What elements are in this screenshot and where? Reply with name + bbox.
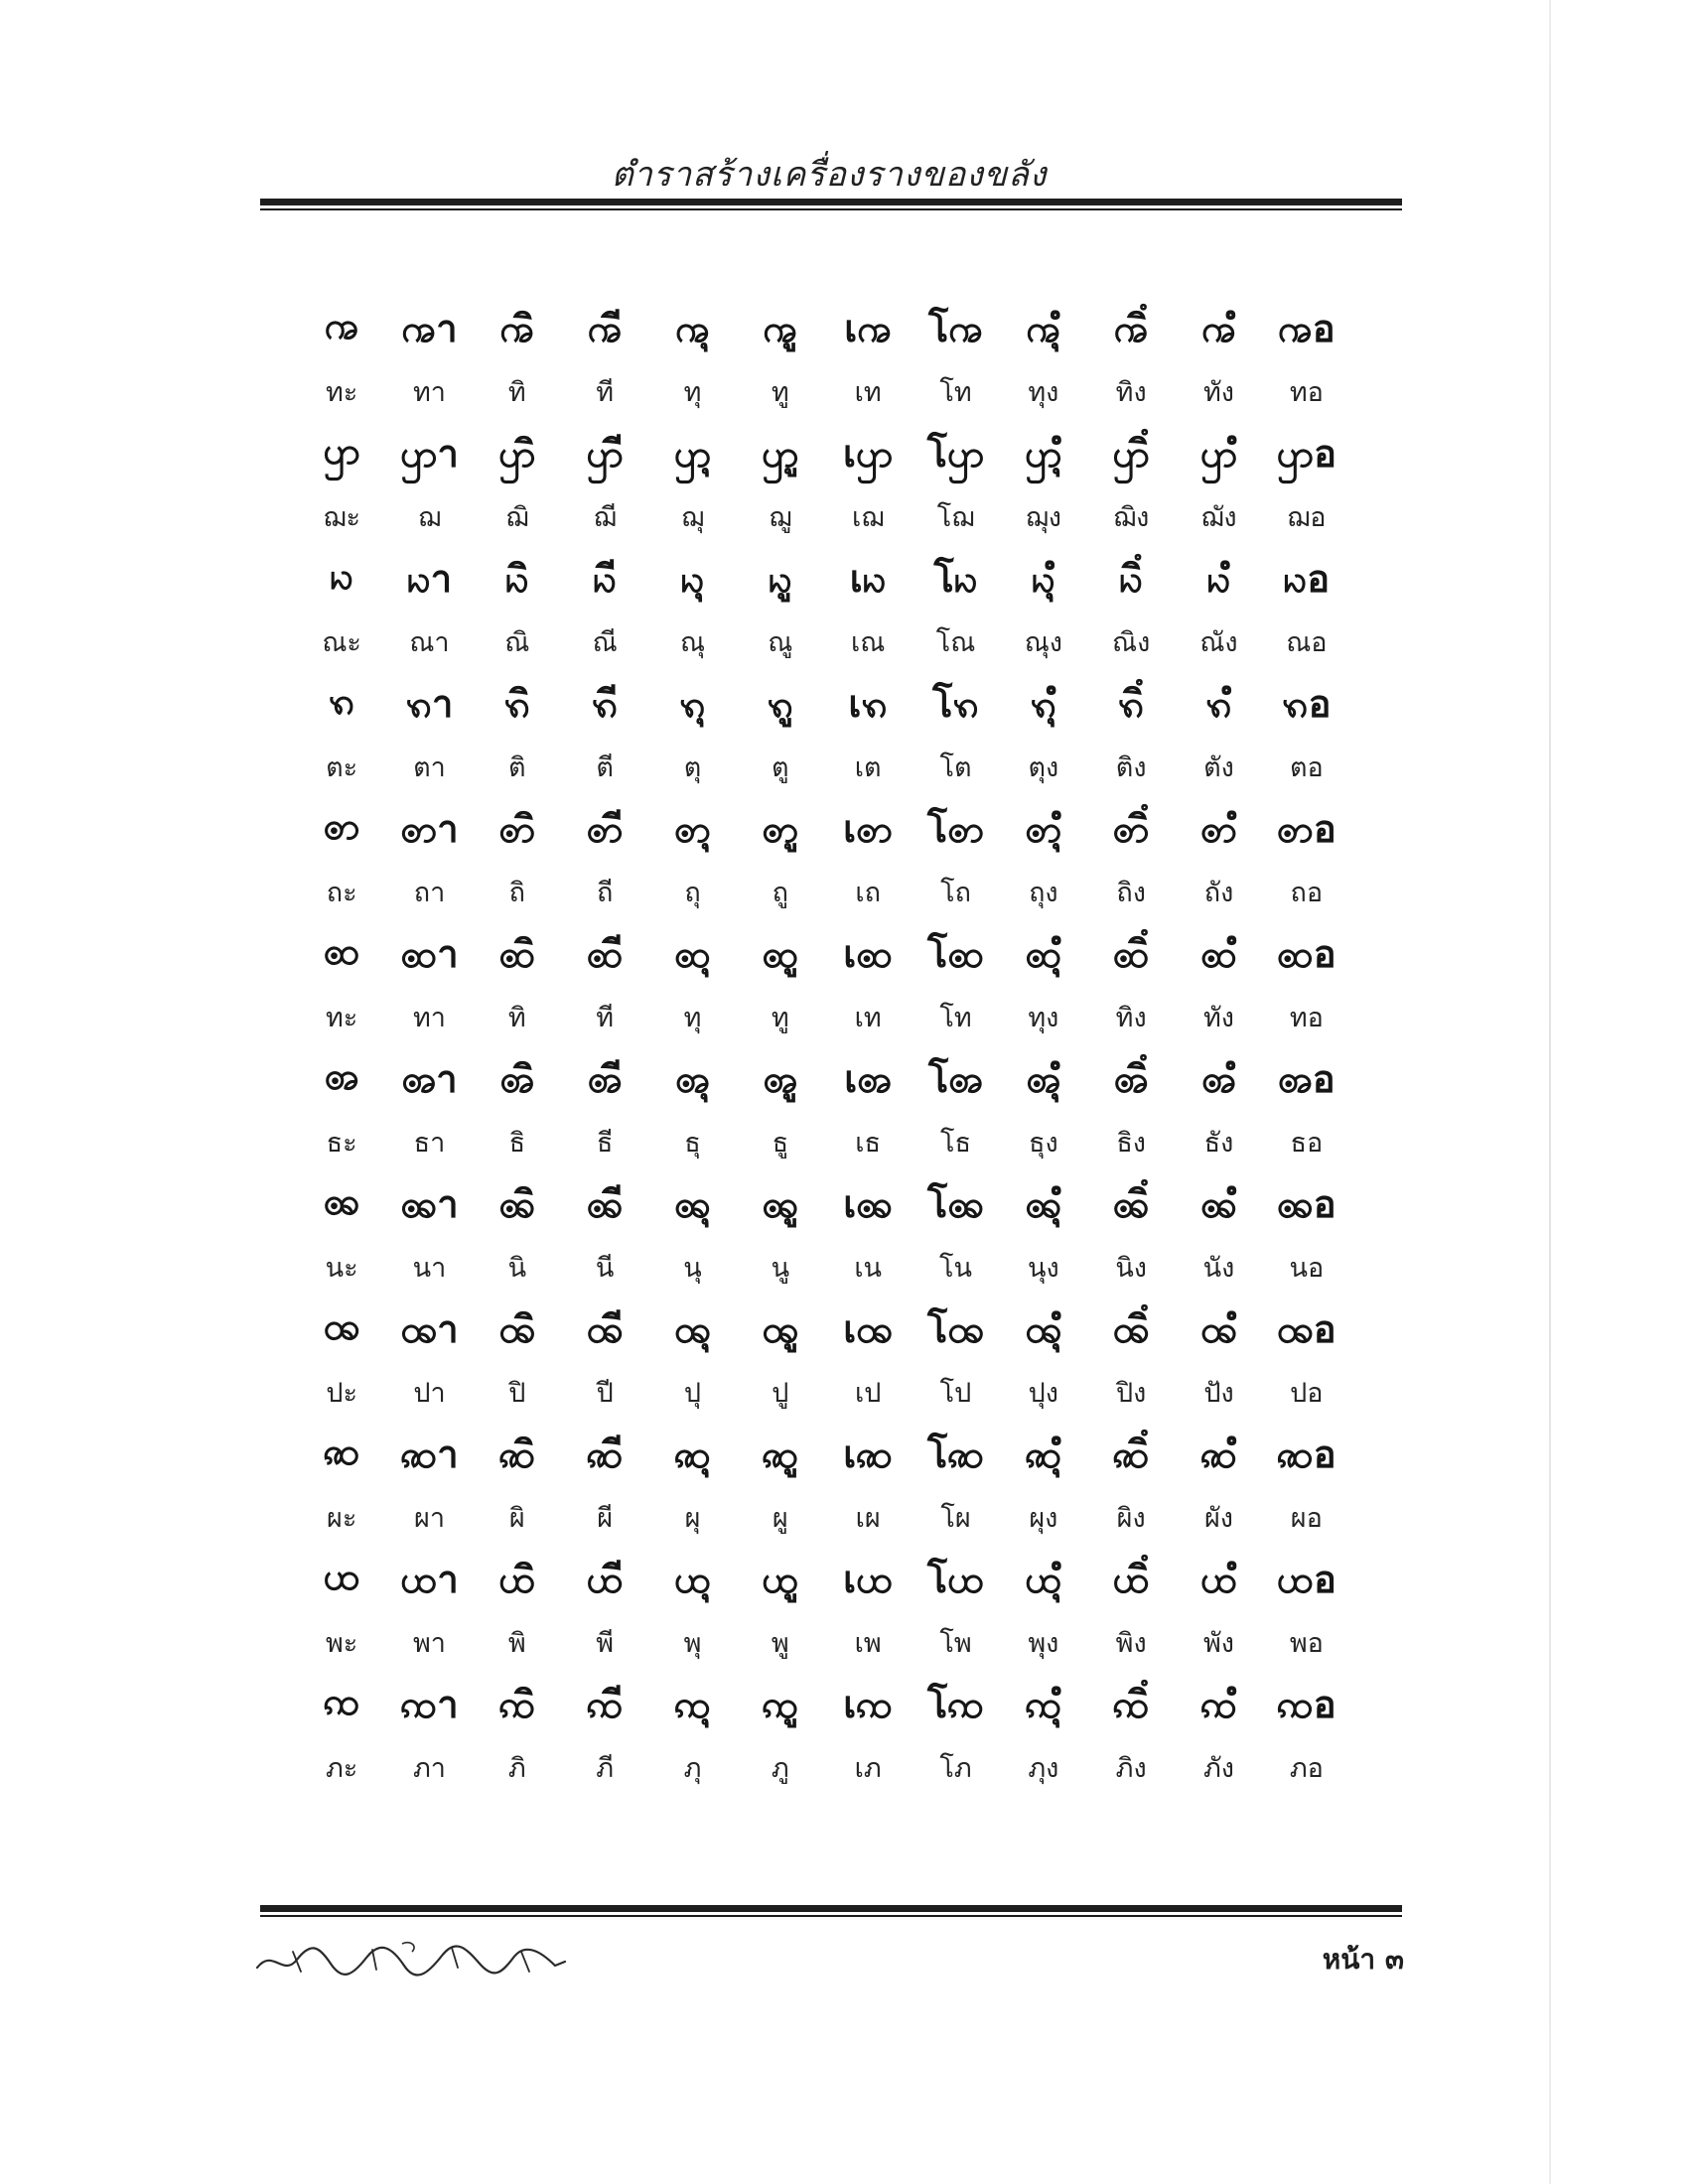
script-glyph-cell: ꩫิํ [1117,681,1145,726]
script-glyph-cell: ꩧ [323,927,360,973]
thai-reading-cell: ถู [772,878,788,908]
script-glyph-cell: ꩧา [400,931,459,976]
script-glyph-cell: ꩤู [762,1557,799,1601]
thai-reading-cell: ตู [772,752,789,783]
thai-reading-cell: พิ [507,1628,526,1659]
thai-reading-cell: ทิ [507,377,526,408]
script-glyph-cell: ꩢุํ [1031,556,1055,601]
script-glyph-cell: ꩢิ [504,556,529,601]
script-glyph-cell: ꩩิํ [1112,1181,1150,1226]
thai-reading-cell: ตัง [1203,752,1234,783]
thai-reading-cell: ทู [771,1003,789,1033]
script-glyph-cell: ꩧิ [498,931,536,976]
thai-reading-cell: ณอ [1286,627,1328,658]
thai-reading-cell: เน [854,1253,882,1284]
script-glyph-cell: เꩠ [844,306,893,350]
script-glyph-cell: เꩪ [843,1306,894,1351]
thai-reading-cell: ผิง [1116,1503,1146,1534]
thai-reading-cell: นุ [683,1253,702,1284]
thai-reading-cell: ธี [596,1128,614,1159]
thai-reading-cell: ฌู [769,502,792,533]
script-glyph-cell: ꩣิํ [1112,1432,1150,1476]
script-glyph-cell: ꩢุ [680,556,705,601]
thai-reading-cell: ถอ [1290,878,1324,908]
thai-reading-cell: ณิง [1112,627,1151,658]
thai-reading-cell: ผี [597,1503,614,1534]
thai-reading-cell: ปุ [683,1378,702,1409]
script-glyph-cell: ꩡ [323,1678,360,1723]
thai-reading-cell: ทุง [1028,1003,1059,1033]
thai-reading-cell: เฌ [852,502,885,533]
thai-reading-cell: ถะ [326,878,357,908]
script-glyph-cell: ꩥู [762,431,799,476]
script-glyph-cell: ꩣา [400,1432,459,1476]
thai-reading-cell: ปู [772,1378,789,1409]
thai-reading-cell: ทุง [1028,377,1059,408]
thai-reading-cell: นา [412,1253,447,1284]
thai-reading-cell: ทิง [1115,1003,1147,1033]
thai-reading-cell: โภ [939,1753,972,1784]
thai-reading-cell: ภะ [326,1753,358,1784]
script-glyph-cell: ꩤํ [1199,1557,1238,1601]
thai-reading-cell: ผัง [1203,1503,1233,1534]
script-glyph-cell: ꩩา [400,1181,459,1226]
script-glyph-cell: ꩩ [323,1177,360,1223]
script-glyph-cell: ꩤิ [498,1557,536,1601]
thai-reading-cell: ฌี [593,502,617,533]
thai-reading-cell: ผา [414,1503,445,1534]
script-glyph-cell: เꩢ [849,556,887,601]
script-glyph-cell: ꩨู [763,1056,798,1101]
script-glyph-cell: ꩫู [767,681,794,726]
page-title: ตำราสร้างเครื่องรางของขลัง [611,155,1048,195]
thai-reading-cell: ถิ [508,878,525,908]
thai-reading-cell: ตุ [683,752,702,783]
script-glyph-cell: ꩤิํ [1112,1557,1150,1601]
script-glyph-cell: ꩡิํ [1112,1682,1150,1726]
thai-reading-cell: ตะ [326,752,358,783]
thai-reading-cell: ทิ [507,1003,526,1033]
script-glyph-cell: ꩢา [406,556,453,601]
script-glyph-cell: ꩠํ [1201,306,1236,350]
thai-reading-cell: ทิง [1115,377,1147,408]
script-glyph-cell: ꩡุ [674,1682,711,1726]
thai-reading-cell: ตา [413,752,446,783]
thai-reading-cell: ถุ [684,878,701,908]
thai-reading-cell: เภ [854,1753,882,1784]
script-glyph-cell: ꩠี [587,306,623,350]
thai-reading-cell: ฌะ [323,502,360,533]
thai-reading-cell: ธิง [1116,1128,1146,1159]
script-glyph-cell: ꩤา [400,1557,459,1601]
thai-reading-cell: โผ [940,1503,971,1534]
script-glyph-cell: โꩤ [926,1557,985,1601]
thai-reading-cell: นิ [507,1253,527,1284]
thai-reading-cell: ธุง [1028,1128,1058,1159]
thai-reading-cell: ถุง [1029,878,1058,908]
script-glyph-cell: ꩨี [587,1056,623,1101]
script-glyph-cell: ꩡํ [1200,1682,1237,1726]
script-glyph-cell: ꩫา [405,681,454,726]
script-glyph-cell: ꩦู [762,806,799,851]
script-glyph-cell: ꩣิ [498,1432,536,1476]
script-glyph-cell: เꩤ [843,1557,894,1601]
thai-reading-cell: นัง [1202,1253,1235,1284]
script-glyph-cell: ꩧี [586,931,624,976]
script-glyph-cell: ꩥอ [1276,431,1336,476]
script-glyph-cell: ꩦา [400,806,459,851]
thai-reading-cell: ณี [592,627,618,658]
script-glyph-cell: ꩠู [763,306,798,350]
thai-reading-cell: ภา [413,1753,446,1784]
script-glyph-cell: เꩦ [843,806,894,851]
script-glyph-cell: ꩠุ [675,306,710,350]
thai-reading-cell: เท [854,1003,882,1033]
script-glyph-cell: ꩩิ [498,1181,536,1226]
script-glyph-cell: ꩢอ [1283,556,1331,601]
thai-reading-cell: ทุ [683,377,702,408]
thai-reading-cell: โป [939,1378,972,1409]
script-glyph-cell: ꩥุํ [1025,431,1062,476]
thai-reading-cell: นิง [1115,1253,1147,1284]
thai-reading-cell: โน [939,1253,972,1284]
script-glyph-cell: ꩦี [586,806,624,851]
thai-reading-cell: ถิง [1116,878,1146,908]
script-glyph-cell: โꩨ [927,1056,984,1101]
script-glyph-cell: ꩨอ [1278,1056,1336,1101]
script-glyph-cell: เꩨ [844,1056,893,1101]
script-glyph-cell: ꩥิ [498,431,536,476]
thai-reading-cell: เถ [855,878,881,908]
script-glyph-cell: ꩧู [762,931,799,976]
thai-reading-cell: ฌิง [1113,502,1150,533]
thai-reading-cell: โฌ [936,502,975,533]
script-glyph-cell: ꩡี [586,1682,624,1726]
thai-reading-cell: ฌุ [680,502,705,533]
thai-reading-cell: ฌอ [1287,502,1327,533]
script-glyph-cell: ꩥํ [1199,431,1238,476]
script-glyph-cell: ꩣุ [674,1432,711,1476]
thai-reading-cell: ผู [772,1503,788,1534]
thai-reading-cell: นี [595,1253,615,1284]
thai-reading-cell: ปุง [1028,1378,1058,1409]
script-glyph-cell: โꩣ [926,1432,985,1476]
footer-rule-thin [260,1915,1402,1917]
thai-reading-cell: ฌุง [1025,502,1061,533]
thai-reading-cell: ตี [596,752,614,783]
thai-reading-cell: พี [596,1628,615,1659]
script-glyph-cell: ꩣํ [1200,1432,1237,1476]
header-rule-thick [260,199,1402,205]
script-glyph-cell: ꩡุํ [1025,1682,1062,1726]
script-glyph-cell: ꩤี [586,1557,624,1601]
script-glyph-cell: ꩥิํ [1112,431,1150,476]
script-glyph-cell: ꩩํ [1200,1181,1237,1226]
thai-reading-cell: ภี [596,1753,615,1784]
thai-reading-cell: ภุง [1028,1753,1059,1784]
script-glyph-cell: ꩦิ [498,806,536,851]
script-glyph-cell: ꩫุํ [1030,681,1057,726]
thai-reading-cell: พอ [1289,1628,1324,1659]
script-glyph-cell: เꩡ [843,1682,894,1726]
thai-reading-cell: ปอ [1290,1378,1324,1409]
script-glyph-cell: เꩧ [843,931,894,976]
script-glyph-cell: ꩧุํ [1025,931,1062,976]
script-glyph-cell: ꩪู [762,1306,799,1351]
script-glyph-cell: ꩠา [401,306,458,350]
script-glyph-cell: ꩫี [591,681,619,726]
script-glyph-cell: ꩩอ [1277,1181,1336,1226]
script-glyph-cell: ꩢี [593,556,618,601]
thai-reading-cell: โท [939,1003,972,1033]
script-glyph-cell: ꩪุํ [1025,1306,1062,1351]
script-glyph-cell: ꩠ [324,302,359,347]
thai-reading-cell: ผอ [1290,1503,1323,1534]
script-glyph-cell: ꩨํ [1201,1056,1236,1101]
thai-reading-cell: ถัง [1203,878,1234,908]
script-glyph-cell: ꩨิํ [1113,1056,1149,1101]
script-glyph-cell: ꩦุํ [1025,806,1062,851]
thai-reading-cell: ภิ [507,1753,526,1784]
script-glyph-cell: เꩩ [843,1181,894,1226]
thai-reading-cell: ทะ [326,377,358,408]
script-glyph-cell: ꩢิํ [1119,556,1144,601]
thai-reading-cell: ณิ [504,627,530,658]
script-glyph-cell: ꩦุ [673,806,711,851]
script-glyph-cell: ꩩู [762,1181,799,1226]
script-glyph-cell: ꩢ [330,552,354,598]
thai-reading-cell: ที [596,1003,615,1033]
thai-reading-cell: เณ [851,627,886,658]
script-glyph-cell: ꩫิ [503,681,531,726]
script-glyph-cell: โꩥ [926,431,985,476]
thai-reading-cell: ปี [596,1378,614,1409]
script-glyph-cell: เꩥ [843,431,894,476]
script-glyph-cell: ꩤุํ [1025,1557,1062,1601]
thai-reading-cell: เผ [855,1503,881,1534]
thai-reading-cell: ปะ [326,1378,357,1409]
thai-reading-cell: ณัง [1199,627,1238,658]
thai-reading-cell: ฌ [417,502,442,533]
thai-reading-cell: ถา [413,878,446,908]
thai-reading-cell: พัง [1203,1628,1234,1659]
script-glyph-cell: ꩪ [323,1302,360,1348]
script-glyph-cell: ꩪิ [498,1306,536,1351]
thai-reading-cell: ถี [596,878,614,908]
script-glyph-cell: ꩠอ [1278,306,1336,350]
page-edge [1549,0,1551,2184]
script-glyph-cell: เꩫ [848,681,888,726]
thai-reading-cell: ภอ [1289,1753,1324,1784]
script-glyph-cell: ꩨุ [675,1056,710,1101]
thai-reading-cell: ผะ [327,1503,357,1534]
script-glyph-cell: ꩠิ [499,306,535,350]
script-glyph-cell: ꩢู [768,556,792,601]
thai-reading-cell: โต [939,752,972,783]
thai-reading-cell: ณา [409,627,450,658]
script-glyph-cell: โꩠ [927,306,984,350]
script-glyph-cell: โꩦ [926,806,985,851]
thai-reading-cell: พะ [326,1628,358,1659]
thai-reading-cell: โณ [935,627,976,658]
script-glyph-cell: ꩨ [324,1052,359,1098]
thai-reading-cell: ณุ [679,627,706,658]
script-glyph-cell: ꩧอ [1277,931,1336,976]
thai-reading-cell: ทา [413,377,446,408]
thai-reading-cell: ณะ [322,627,361,658]
script-glyph-cell: ꩡู [762,1682,799,1726]
thai-reading-cell: ภิง [1115,1753,1147,1784]
thai-reading-cell: ฌิ [505,502,529,533]
thai-reading-cell: ทะ [326,1003,358,1033]
script-glyph-cell: ꩣ [323,1428,360,1473]
script-glyph-cell: ꩥุ [673,431,712,476]
script-glyph-cell: ꩣี [586,1432,624,1476]
script-glyph-cell: ꩡิ [498,1682,536,1726]
header-rule-thin [260,208,1402,210]
thai-reading-cell: ณู [768,627,793,658]
script-glyph-cell: ꩦํ [1199,806,1237,851]
script-glyph-cell: ꩣู [762,1432,799,1476]
script-glyph-cell: เꩣ [843,1432,894,1476]
thai-reading-cell: โท [939,377,972,408]
page-number: หน้า ๓ [1322,1943,1404,1976]
thai-reading-cell: ทัง [1203,1003,1234,1033]
script-glyph-cell: ꩪํ [1200,1306,1237,1351]
script-glyph-cell: ꩣอ [1277,1432,1336,1476]
thai-reading-cell: ทัง [1203,377,1234,408]
thai-reading-cell: นู [771,1253,790,1284]
script-glyph-cell: ꩢํ [1206,556,1231,601]
script-glyph-cell: ꩦิํ [1112,806,1150,851]
script-glyph-cell: ꩫอ [1282,681,1332,726]
thai-reading-cell: ปัง [1203,1378,1234,1409]
script-glyph-cell: ꩧิํ [1112,931,1150,976]
thai-reading-cell: ธอ [1290,1128,1324,1159]
script-glyph-cell: โꩩ [926,1181,985,1226]
script-glyph-cell: โꩧ [926,931,985,976]
thai-reading-cell: เป [854,1378,882,1409]
thai-reading-cell: ธะ [326,1128,357,1159]
script-glyph-cell: โꩢ [933,556,978,601]
script-glyph-cell: ꩪุ [674,1306,711,1351]
script-glyph-cell: ꩫุ [679,681,706,726]
thai-reading-cell: ธา [413,1128,446,1159]
script-glyph-cell: โꩡ [926,1682,985,1726]
thai-reading-cell: ผิ [508,1503,525,1534]
script-glyph-cell: ꩥี [586,431,624,476]
script-glyph-cell: ꩤ [323,1553,360,1598]
thai-reading-cell: พู [771,1628,789,1659]
thai-reading-cell: พุ [683,1628,702,1659]
script-glyph-cell: โꩫ [932,681,979,726]
script-glyph-cell: ꩧุ [674,931,711,976]
thai-reading-cell: พา [413,1628,446,1659]
thai-reading-cell: ณุง [1024,627,1062,658]
thai-reading-cell: ทุ [683,1003,702,1033]
script-glyph-cell: ꩤุ [673,1557,712,1601]
thai-reading-cell: โธ [940,1128,971,1159]
thai-reading-cell: ธุ [684,1128,701,1159]
script-glyph-cell: ꩡา [400,1682,459,1726]
thai-reading-cell: ที [596,377,615,408]
script-glyph-cell: ꩨา [401,1056,458,1101]
script-glyph-cell: ꩨิ [499,1056,535,1101]
thai-reading-cell: เธ [855,1128,882,1159]
thai-reading-cell: ทอ [1289,377,1324,408]
thai-reading-cell: ทู [771,377,789,408]
thai-reading-cell: ติ [508,752,526,783]
thai-reading-cell: โถ [940,878,971,908]
thai-reading-cell: พิง [1115,1628,1147,1659]
script-glyph-cell: ꩫํ [1205,681,1232,726]
script-glyph-cell: ꩦอ [1276,806,1336,851]
thai-reading-cell: ภัง [1203,1753,1234,1784]
script-glyph-cell: ꩩี [586,1181,624,1226]
thai-reading-cell: ปา [413,1378,446,1409]
thai-reading-cell: โพ [939,1628,972,1659]
handwritten-signature [253,1938,571,1981]
thai-reading-cell: ปิ [508,1378,526,1409]
thai-reading-cell: เพ [854,1628,882,1659]
script-glyph-cell: ꩪี [586,1306,624,1351]
script-glyph-cell: ꩪิํ [1112,1306,1150,1351]
script-glyph-cell: ꩫ [328,677,355,723]
thai-reading-cell: นอ [1289,1253,1325,1284]
thai-reading-cell: ทอ [1289,1003,1324,1033]
script-glyph-cell: ꩩุ [674,1181,711,1226]
script-glyph-cell: ꩥา [400,431,459,476]
script-glyph-cell: ꩧํ [1200,931,1237,976]
script-glyph-cell: ꩩุํ [1025,1181,1062,1226]
thai-reading-cell: ฌัง [1200,502,1237,533]
script-glyph-cell: ꩠิํ [1113,306,1149,350]
thai-reading-cell: ภุ [683,1753,702,1784]
script-glyph-cell: ꩣุํ [1025,1432,1062,1476]
thai-reading-cell: ผุ [684,1503,701,1534]
thai-reading-cell: ธัง [1203,1128,1234,1159]
thai-reading-cell: ทา [413,1003,446,1033]
footer-rule-thick [260,1905,1402,1912]
script-glyph-cell: ꩪอ [1277,1306,1336,1351]
script-glyph-cell: ꩠุํ [1026,306,1061,350]
thai-reading-cell: เท [854,377,882,408]
thai-reading-cell: เต [854,752,882,783]
thai-reading-cell: ภู [771,1753,789,1784]
thai-reading-cell: ผุง [1029,1503,1058,1534]
thai-reading-cell: ธิ [508,1128,526,1159]
thai-reading-cell: ปิง [1116,1378,1147,1409]
script-glyph-cell: ꩡอ [1277,1682,1336,1726]
thai-reading-cell: นุง [1028,1253,1059,1284]
thai-reading-cell: พุง [1028,1628,1059,1659]
thai-reading-cell: ตอ [1289,752,1324,783]
script-glyph-cell: ꩪา [400,1306,459,1351]
thai-reading-cell: ตุง [1028,752,1059,783]
thai-reading-cell: ติง [1115,752,1147,783]
thai-reading-cell: นะ [325,1253,358,1284]
syllable-table [298,298,1350,1799]
script-glyph-cell: ꩨุํ [1026,1056,1061,1101]
script-glyph-cell: ꩥ [323,427,360,473]
thai-reading-cell: ธู [772,1128,789,1159]
script-glyph-cell: ꩤอ [1276,1557,1336,1601]
script-glyph-cell: โꩪ [926,1306,985,1351]
script-glyph-cell: ꩦ [323,802,360,848]
